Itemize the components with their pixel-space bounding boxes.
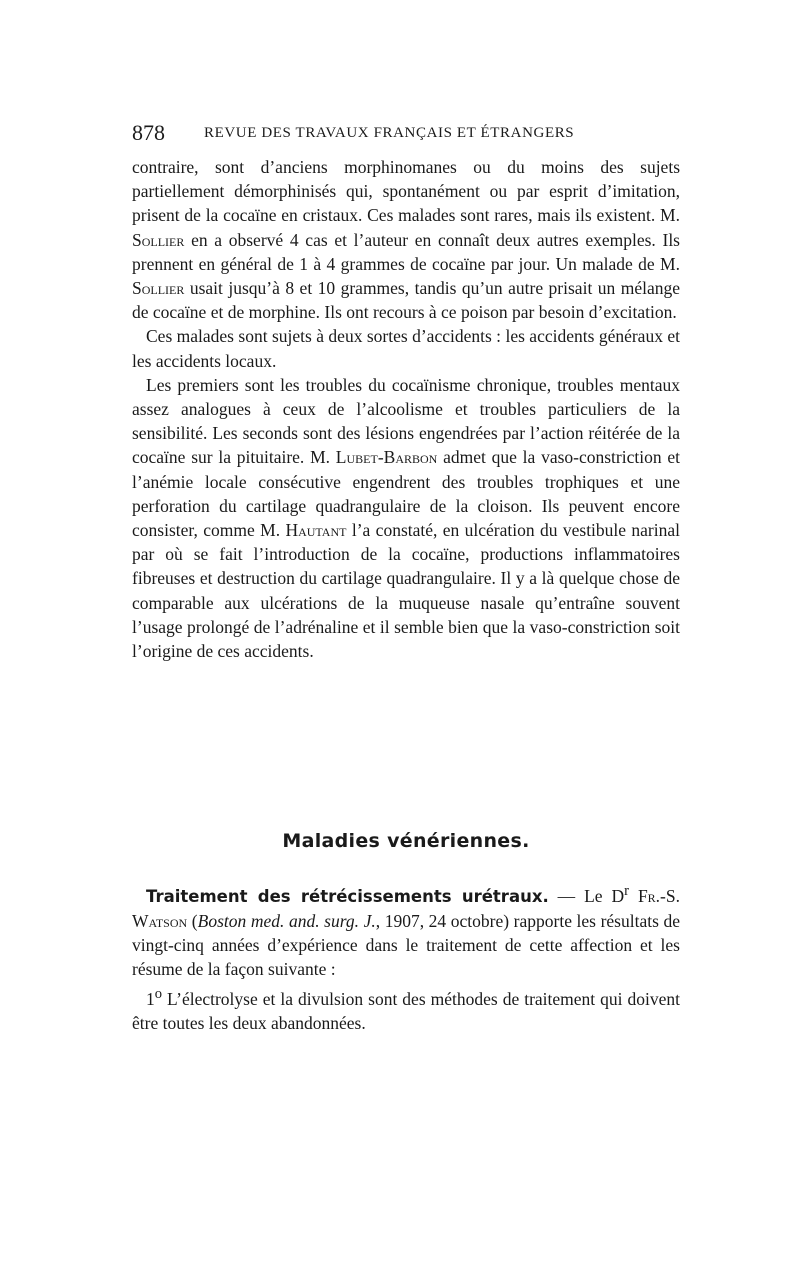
author-name: Lubet-Barbon: [335, 447, 438, 468]
running-title: REVUE DES TRAVAUX FRANÇAIS ET ÉTRANGERS: [204, 125, 575, 141]
text-run: , 1907, 24 octobre) rapporte les résultats de vingt-cinq années d’expérience dans le traitement de cette affection et les résume de la façon suivante :: [132, 911, 680, 980]
paragraph: [132, 373, 680, 663]
text-run: (: [187, 911, 198, 932]
list-item: [132, 982, 680, 1035]
author-name: Fr.-S. Watson: [132, 885, 680, 932]
superscript: r: [624, 883, 630, 899]
page-header: [132, 118, 680, 148]
paragraph: [132, 155, 680, 324]
author-name: Hautant: [285, 520, 347, 541]
text-run: usait jusqu’à 8 et 10 grammes, tandis qu’un autre prisait un mélange de cocaïne et de morphine. Ils ont recours à ce poison par besoin d’excitation.: [132, 278, 680, 323]
text-run: contraire, sont d’anciens morphinomanes ou du moins des sujets partiellement démorphinisés qui, spontanément ou par esprit d’imitation, prisent de la cocaïne en cristaux. Ces malades sont rares, mais ils existent. M.: [132, 157, 680, 226]
section-heading: Maladies vénériennes.: [282, 830, 530, 852]
article: [132, 879, 680, 1035]
item-number: 1: [146, 988, 155, 1009]
text-run: — Le D: [548, 885, 625, 906]
text-run: l’a constaté, en ulcération du vestibule narinal par où se fait l’introduction de la cocaïne, productions inflammatoires fibreuses et destruction du cartilage quadrangulaire. Il y a là quelque chose de comparable aux ulcérations de la muqueuse nasale qu’entraîne souvent l’usage prolongé de l’adrénaline et il semble bien que la vaso-constriction soit l’origine de ces accidents.: [132, 520, 681, 662]
author-name: Sollier: [132, 229, 185, 250]
body-text: [132, 155, 680, 663]
text-run: en a observé 4 cas et l’auteur en connaît deux autres exemples. Ils prennent en général de 1 à 4 grammes de cocaïne par jour. Un malade de M.: [132, 229, 680, 274]
text-run: L’électrolyse et la divulsion sont des méthodes de traitement qui doivent être toutes les deux abandonnées.: [132, 988, 680, 1033]
author-name: Sollier: [132, 278, 185, 299]
page-number: 878: [132, 120, 165, 145]
journal-citation: Boston med. and. surg. J.: [197, 911, 376, 932]
paragraph: Ces malades sont sujets à deux sortes d’accidents : les accidents généraux et les accidents locaux.: [132, 326, 680, 371]
text-run: admet que la vaso-constriction et l’anémie locale consécutive engendrent des troubles trophiques et une perforation du cartilage quadrangulaire de la cloison. Ils peuvent encore consister, comme M.: [132, 447, 680, 541]
article-intro: [132, 879, 680, 982]
article-title: Traitement des rétrécissements urétraux.: [146, 886, 549, 906]
text-run: Les premiers sont les troubles du cocaïnisme chronique, troubles mentaux assez analogues à ceux de l’alcoolisme et troubles particuliers de la sensibilité. Les seconds sont des lésions engendrées par l’action réitérée de la cocaïne sur la pituitaire. M.: [132, 374, 680, 468]
superscript: o: [154, 985, 163, 1002]
